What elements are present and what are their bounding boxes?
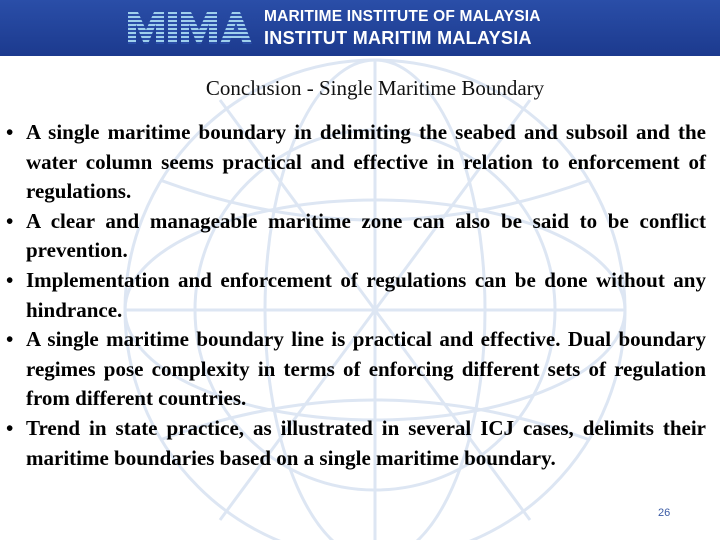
institute-name-malay: INSTITUT MARITIM MALAYSIA <box>264 28 532 48</box>
bullet-item <box>6 118 706 207</box>
bullet-text: A single maritime boundary line is practical and effective. Dual boundary regimes pose complexity in terms of enforcing different sets of regulation from different countries. <box>26 327 706 411</box>
bullet-item <box>6 266 706 325</box>
mima-logo <box>126 8 254 48</box>
bullet-text: Trend in state practice, as illustrated in several ICJ cases, delimits their maritime boundaries based on a single maritime boundary. <box>26 415 706 470</box>
bullet-text: A clear and manageable maritime zone can also be said to be conflict prevention. <box>26 208 706 263</box>
bullet-icon: • <box>6 327 14 352</box>
page-number: 26 <box>658 507 671 519</box>
bullet-icon: • <box>6 120 14 144</box>
bullet-icon: • <box>6 208 14 233</box>
bullet-icon: • <box>6 267 14 292</box>
bullet-text: Implementation and enforcement of regulations can be done without any hindrance. <box>26 267 706 322</box>
bullet-icon: • <box>6 415 14 440</box>
bullet-list <box>6 118 706 473</box>
bullet-item <box>6 414 706 473</box>
bullet-item <box>6 207 706 266</box>
header-banner <box>0 0 720 56</box>
slide-title: Conclusion - Single Maritime Boundary <box>205 76 545 100</box>
bullet-item <box>6 325 706 414</box>
bullet-text: A single maritime boundary in delimiting the seabed and subsoil and the water column seems practical and effective in relation to enforcement of regulations. <box>26 120 706 204</box>
institute-name-english: MARITIME INSTITUTE OF MALAYSIA <box>264 8 541 25</box>
